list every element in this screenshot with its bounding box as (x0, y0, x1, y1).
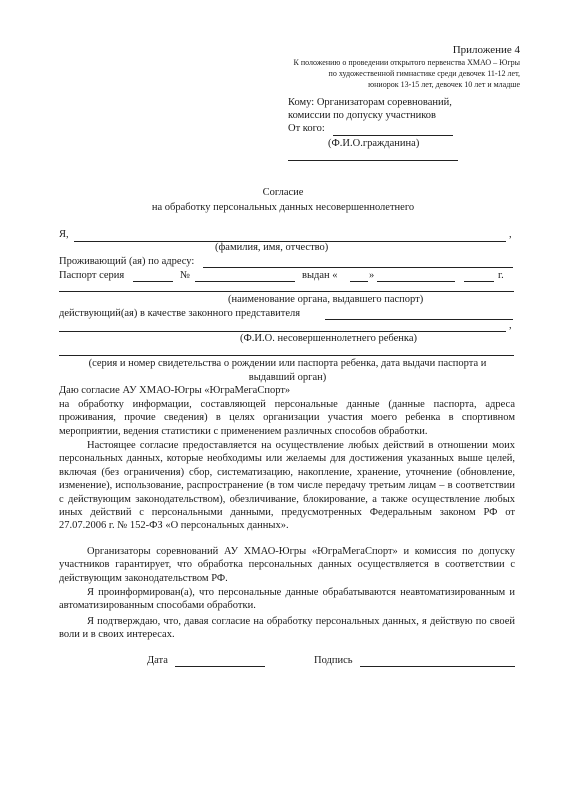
document-title: Согласие (262, 187, 304, 198)
passport-number-label: № (180, 270, 191, 281)
issued-month-field[interactable] (377, 281, 455, 282)
annex-line-3: юниорок 13-15 лет, девочек 10 лет и младше (368, 80, 520, 89)
representative-field[interactable] (325, 319, 513, 320)
issued-year-field[interactable] (464, 281, 494, 282)
signature-label: Подпись (314, 655, 353, 666)
paragraph-purpose: на обработку информации, составляющей персональные данные (данные паспорта, адреса проживания, прочие сведения) в целях организации участия моего ребенка в спортивном мероприятии, ведения статистики с применением различных способов обработки. (59, 399, 515, 437)
fio-hint: (фамилия, имя, отчество) (215, 242, 329, 253)
paragraph-informed: Я проинформирован(а), что персональные данные обрабатываются неавтоматизированным и автоматизированным способами обработки. (59, 587, 515, 612)
paragraph-guarantee: Организаторы соревнований АУ ХМАО-Югры «ЮграМегаСпорт» и комиссия по допуску участников гарантирует, что обработка персональных данных осуществляется в соответствии с действующим законодательством РФ. (59, 546, 515, 584)
document-hint-1: (серия и номер свидетельства о рождении или паспорта ребенка, дата выдачи паспорта и (88, 358, 487, 369)
annex-title: Приложение 4 (452, 44, 520, 56)
child-document-field[interactable] (59, 355, 514, 356)
issued-label: выдан « (302, 270, 338, 281)
date-label: Дата (147, 655, 168, 666)
address-label: Проживающий (ая) по адресу: (59, 256, 195, 267)
child-comma: , (509, 320, 512, 331)
paragraph-actions: Настоящее согласие предоставляется на осуществление любых действий в отношении моих персональных данных, которые необходимы или желаемы для достижения указанных выше целей, включая (без ограничения) сбор, систематизацию, накопление, хранение, уточнение (обновление, изменение), использование, распространение (в том числе передачу третьим лицам – в соответствии с действующим законодательством), обезличивание, блокирование, а также осуществление любых иных действий с персональными данными, предусмотренных Федеральным законом РФ от 27.07.2006 г. № 152-ФЗ «О персональных данных». (59, 440, 515, 532)
date-field[interactable] (175, 666, 265, 667)
signature-field[interactable] (360, 666, 515, 667)
issuer-field[interactable] (59, 291, 514, 292)
document-subtitle: на обработку персональных данных несовершеннолетнего (151, 202, 415, 213)
passport-series-label: Паспорт серия (59, 270, 125, 281)
issuer-hint: (наименование органа, выдавшего паспорт) (228, 294, 424, 305)
addressee-to-2: комиссии по допуску участников (288, 110, 436, 121)
issued-mid: » (369, 270, 375, 281)
annex-line-2: по художественной гимнастике среди девочек 11-12 лет, (328, 69, 520, 78)
i-label: Я, (59, 229, 69, 240)
from-extra-field[interactable] (288, 160, 458, 161)
child-fio-hint: (Ф.И.О. несовершеннолетнего ребенка) (240, 333, 417, 344)
address-field[interactable] (203, 267, 513, 268)
from-name-field[interactable] (333, 135, 453, 136)
addressee-to: Кому: Организаторам соревнований, (288, 97, 452, 108)
representative-label: действующий(ая) в качестве законного представителя (59, 308, 301, 319)
issued-day-field[interactable] (350, 281, 368, 282)
paragraph-confirmation: Я подтверждаю, что, давая согласие на обработку персональных данных, я действую по своей воли и в своих интересах. (59, 616, 515, 641)
passport-series-field[interactable] (133, 281, 173, 282)
year-suffix: г. (498, 270, 504, 281)
document-hint-2: выдавший орган) (248, 372, 327, 383)
addressee-from-label: От кого: (288, 123, 325, 134)
fio-comma: , (509, 229, 512, 240)
passport-number-field[interactable] (195, 281, 295, 282)
annex-line-1: К положению о проведении открытого первенства ХМАО – Югры (293, 58, 520, 67)
child-fio-field[interactable] (59, 331, 506, 332)
from-hint: (Ф.И.О.гражданина) (328, 138, 420, 149)
consent-line: Даю согласие АУ ХМАО-Югры «ЮграМегаСпорт» (59, 385, 291, 396)
